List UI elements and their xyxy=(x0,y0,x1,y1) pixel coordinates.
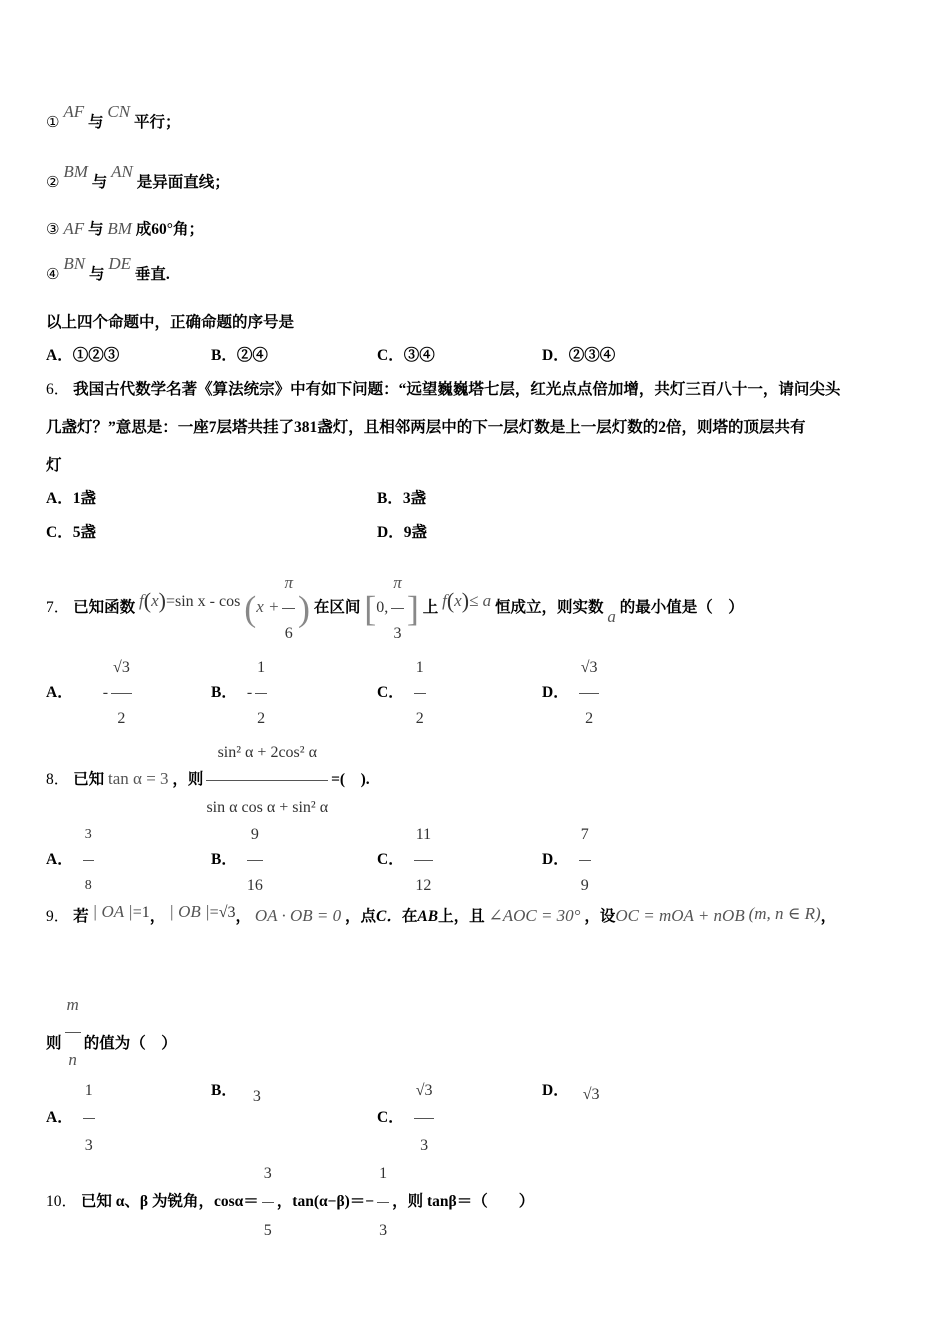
dot-product: OA · OB = 0 xyxy=(254,906,342,925)
line-bn: BN xyxy=(63,254,86,273)
q10-text-1: 已知 α、β 为锐角，cosα＝ xyxy=(80,1193,259,1211)
q6-text-1: 我国古代数学名著《算法统宗》中有如下问题：“远望巍巍塔七层，红光点点倍加增，共灯三百八十一，请问尖头 xyxy=(73,381,841,398)
q6-line-1 xyxy=(46,380,840,400)
q9-text-1: 若 xyxy=(73,908,89,925)
q9-text-4: 上，且 xyxy=(438,908,485,925)
inequality: ≤ a xyxy=(469,591,492,611)
interval-start: 0, xyxy=(376,599,389,617)
line-an: AN xyxy=(111,162,133,181)
connector: 与 xyxy=(91,174,108,191)
q8-option-d[interactable]: D． $\frac{7}{9}$ xyxy=(542,812,594,909)
q5-option-d[interactable]: D．②③④ xyxy=(542,347,616,364)
fraction-pi-6: $\frac{\pi}{6}$ xyxy=(282,560,295,657)
statement-tail: 平行； xyxy=(133,114,181,131)
comma: ， xyxy=(149,908,166,925)
q9-option-b[interactable]: B． 3 xyxy=(211,1082,261,1105)
q8-option-a[interactable]: A． $\frac{3}{8}$ xyxy=(46,812,97,909)
question-number: 8． xyxy=(46,771,70,789)
comma: ， xyxy=(820,908,837,925)
q8-option-b[interactable]: B． $\frac{9}{16}$ xyxy=(211,812,266,909)
func-x-plus: x + xyxy=(256,597,280,617)
func-x: x xyxy=(454,591,462,611)
q9-text-6: 则 xyxy=(46,1035,62,1053)
q6-line-2: 几盏灯？”意思是：一座7层塔共挂了381盏灯，且相邻两层中的下一层灯数是上一层灯数的2倍，则塔的顶层共有 xyxy=(46,419,806,436)
connector: 与 xyxy=(87,114,104,131)
q9-option-c[interactable]: C． $\frac{√3}{3}$ xyxy=(377,1066,437,1171)
line-af: AF xyxy=(63,219,85,238)
statement-tail: 成60°角； xyxy=(135,221,204,238)
q8-text-3: =( ). xyxy=(331,771,370,789)
q7-text-3: 上 xyxy=(422,599,439,617)
q6-option-c[interactable]: C．5盏 xyxy=(46,524,96,541)
q7-option-c[interactable]: C． $\frac{1}{2}$ xyxy=(377,645,429,742)
q8-text-2: ，则 xyxy=(172,771,204,789)
func-f: f xyxy=(442,591,447,611)
q7-option-d[interactable]: D． $\frac{√3}{2}$ xyxy=(542,645,602,742)
line-de: DE xyxy=(108,254,131,273)
q7-text-4: 恒成立，则实数 xyxy=(494,599,604,617)
q7-stem: 7． 已知函数 f(x)=sin x - cos (x + $\frac{\pi}{6}$ ) 在区间 [0, $\frac{\pi}{3}$ ] 上 f(x)≤ a 恒成立，则实数 a 的最小值是（ ） xyxy=(46,560,744,608)
mn-domain: (m, n ∈ R) xyxy=(748,904,821,923)
statement-4 xyxy=(46,254,170,285)
func-body: =sin x - cos xyxy=(165,593,241,611)
q5-option-b[interactable]: B．②④ xyxy=(211,347,268,364)
tan-alpha: tan α = 3 xyxy=(108,769,169,789)
line-af: AF xyxy=(63,102,85,121)
q10-text-2: ，tan(α−β)＝− xyxy=(276,1193,375,1211)
line-cn: CN xyxy=(107,102,131,121)
q6-line-3: 灯 xyxy=(46,457,62,474)
mark-2: ② xyxy=(46,173,60,191)
q8-option-c[interactable]: C． $\frac{11}{12}$ xyxy=(377,812,436,909)
fraction-m-n: $\frac{m}{n}$ xyxy=(65,980,81,1085)
q7-option-a[interactable]: A． - $\frac{√3}{2}$ xyxy=(46,645,135,742)
q9-text-7: 的值为（ ） xyxy=(83,1035,177,1053)
mark-1: ① xyxy=(46,113,60,131)
vector-oc: OC = mOA + nOB xyxy=(615,906,745,925)
question-number: 10． xyxy=(46,1193,78,1211)
abs-oa: | OA | xyxy=(92,902,133,921)
q6-option-b[interactable]: B．3盏 xyxy=(377,490,427,507)
fraction-pi-3: $\frac{\pi}{3}$ xyxy=(391,560,404,657)
statement-1 xyxy=(46,102,181,133)
q7-text-1: 已知函数 xyxy=(73,599,136,617)
q7-text-2: 在区间 xyxy=(313,599,361,617)
q10-text-3: ，则 tanβ＝（ ） xyxy=(392,1193,535,1211)
q9-text-2: ，点 xyxy=(345,908,377,925)
q9-option-a[interactable]: A． $\frac{1}{3}$ xyxy=(46,1066,98,1171)
abs-ob: | OB | xyxy=(169,902,210,921)
angle-aoc: ∠AOC = 30° xyxy=(488,906,581,925)
mark-3: ③ xyxy=(46,220,60,238)
question-number: 9． xyxy=(46,908,70,925)
q5-option-c[interactable]: C．③④ xyxy=(377,347,435,364)
q10-stem xyxy=(46,1148,534,1257)
q5-prompt: 以上四个命题中，正确命题的序号是 xyxy=(46,314,295,331)
connector: 与 xyxy=(88,266,105,283)
q9-option-d[interactable]: D． √3 xyxy=(542,1082,600,1103)
line-bm: BM xyxy=(63,162,88,181)
q9-text-3: 在 xyxy=(401,908,418,925)
func-x: x xyxy=(151,591,159,611)
fraction-1-3: $\frac{1}{3}$ xyxy=(377,1148,389,1257)
statement-tail: 垂直. xyxy=(134,266,170,283)
mark-4: ④ xyxy=(46,265,60,283)
segment-ab: AB xyxy=(417,908,439,925)
q7-text-5: 的最小值是（ ） xyxy=(619,599,744,617)
point-c: C． xyxy=(376,908,402,925)
comma: ， xyxy=(235,908,251,925)
question-number: 7． xyxy=(46,599,70,617)
q6-option-a[interactable]: A．1盏 xyxy=(46,490,96,507)
question-number: 6． xyxy=(46,381,70,398)
q8-fraction: $\frac{\text{sin² α + 2cos² α}}{\text{sin α cos α + sin² α}}$ xyxy=(206,728,328,833)
var-a: a xyxy=(607,607,616,627)
statement-3 xyxy=(46,219,204,240)
connector: 与 xyxy=(87,221,104,238)
q9-stem xyxy=(46,902,836,927)
eq-2: =√3 xyxy=(209,904,236,921)
q6-option-d[interactable]: D．9盏 xyxy=(377,524,427,541)
q9-text-5: ，设 xyxy=(584,908,616,925)
eq-1: =1 xyxy=(132,904,150,921)
q7-option-b[interactable]: B． - $\frac{1}{2}$ xyxy=(211,645,270,742)
statement-tail: 是异面直线； xyxy=(136,174,230,191)
fraction-3-5: $\frac{3}{5}$ xyxy=(262,1148,274,1257)
q5-option-a[interactable]: A．①②③ xyxy=(46,347,120,364)
statement-2 xyxy=(46,162,230,193)
func-f: f xyxy=(139,591,144,611)
line-bm: BM xyxy=(107,219,132,238)
q8-text-1: 已知 xyxy=(73,771,105,789)
